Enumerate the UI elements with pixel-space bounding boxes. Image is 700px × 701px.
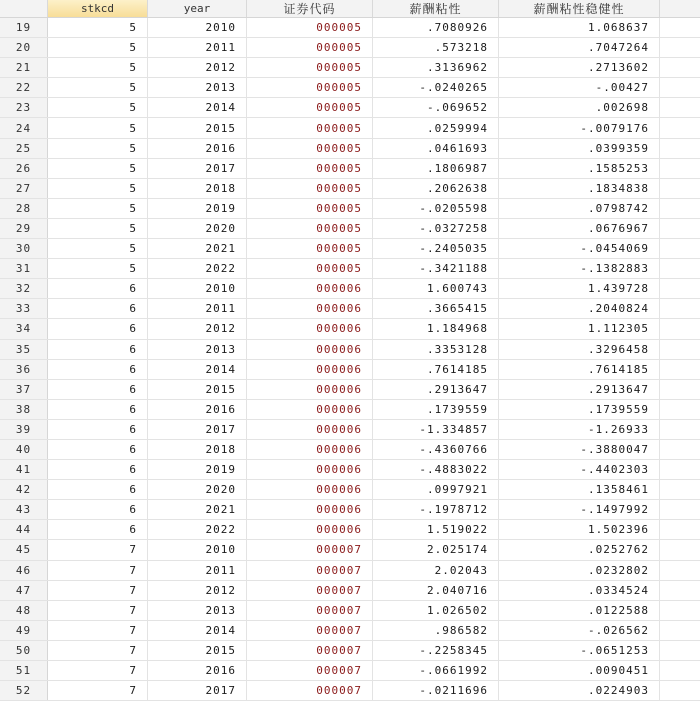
cell-security-code[interactable]: 000005 bbox=[247, 118, 373, 137]
cell-stkcd[interactable]: 6 bbox=[48, 500, 148, 519]
cell-stkcd[interactable]: 5 bbox=[48, 98, 148, 117]
row-number[interactable]: 37 bbox=[0, 380, 48, 399]
cell-security-code[interactable]: 000006 bbox=[247, 520, 373, 539]
cell-security-code[interactable]: 000006 bbox=[247, 440, 373, 459]
cell-pay-stickiness-robust[interactable]: .3296458 bbox=[499, 340, 660, 359]
cell-empty bbox=[660, 681, 700, 700]
cell-empty bbox=[660, 420, 700, 439]
cell-empty bbox=[660, 319, 700, 338]
cell-stkcd[interactable]: 7 bbox=[48, 540, 148, 559]
cell-pay-stickiness-robust[interactable]: -.0651253 bbox=[499, 641, 660, 660]
cell-security-code[interactable]: 000007 bbox=[247, 661, 373, 680]
cell-year[interactable]: 2013 bbox=[148, 601, 247, 620]
table-row[interactable] bbox=[0, 38, 700, 58]
cell-security-code[interactable]: 000007 bbox=[247, 621, 373, 640]
cell-pay-stickiness[interactable]: .986582 bbox=[373, 621, 499, 640]
cell-security-code[interactable]: 000007 bbox=[247, 540, 373, 559]
cell-empty bbox=[660, 380, 700, 399]
cell-pay-stickiness-robust[interactable]: -.0079176 bbox=[499, 118, 660, 137]
column-header-security-code[interactable]: 证券代码 bbox=[247, 0, 373, 17]
cell-pay-stickiness[interactable]: -.2405035 bbox=[373, 239, 499, 258]
cell-empty bbox=[660, 480, 700, 499]
cell-stkcd[interactable]: 7 bbox=[48, 601, 148, 620]
row-number[interactable]: 51 bbox=[0, 661, 48, 680]
cell-pay-stickiness-robust[interactable]: .2040824 bbox=[499, 299, 660, 318]
cell-pay-stickiness-robust[interactable]: .002698 bbox=[499, 98, 660, 117]
row-number[interactable]: 30 bbox=[0, 239, 48, 258]
cell-year[interactable]: 2012 bbox=[148, 319, 247, 338]
row-number[interactable]: 24 bbox=[0, 118, 48, 137]
cell-security-code[interactable]: 000006 bbox=[247, 480, 373, 499]
cell-year[interactable]: 2015 bbox=[148, 118, 247, 137]
cell-stkcd[interactable]: 7 bbox=[48, 641, 148, 660]
cell-pay-stickiness[interactable]: -.3421188 bbox=[373, 259, 499, 278]
cell-empty bbox=[660, 440, 700, 459]
cell-pay-stickiness[interactable]: .0997921 bbox=[373, 480, 499, 499]
cell-pay-stickiness-robust[interactable]: .7047264 bbox=[499, 38, 660, 57]
table-row[interactable] bbox=[0, 159, 700, 179]
table-row[interactable] bbox=[0, 18, 700, 38]
cell-stkcd[interactable]: 6 bbox=[48, 400, 148, 419]
cell-pay-stickiness[interactable]: -.4883022 bbox=[373, 460, 499, 479]
cell-stkcd[interactable]: 6 bbox=[48, 380, 148, 399]
cell-security-code[interactable]: 000005 bbox=[247, 259, 373, 278]
cell-stkcd[interactable]: 6 bbox=[48, 340, 148, 359]
cell-pay-stickiness[interactable]: .0461693 bbox=[373, 139, 499, 158]
cell-year[interactable]: 2014 bbox=[148, 621, 247, 640]
cell-pay-stickiness-robust[interactable]: 1.068637 bbox=[499, 18, 660, 37]
cell-pay-stickiness-robust[interactable]: .2913647 bbox=[499, 380, 660, 399]
table-row[interactable] bbox=[0, 520, 700, 540]
cell-empty bbox=[660, 159, 700, 178]
cell-pay-stickiness[interactable]: .3136962 bbox=[373, 58, 499, 77]
table-row[interactable] bbox=[0, 420, 700, 440]
cell-stkcd[interactable]: 5 bbox=[48, 118, 148, 137]
cell-pay-stickiness[interactable]: .3353128 bbox=[373, 340, 499, 359]
cell-pay-stickiness[interactable]: .2062638 bbox=[373, 179, 499, 198]
row-number[interactable]: 23 bbox=[0, 98, 48, 117]
cell-pay-stickiness-robust[interactable]: .0122588 bbox=[499, 601, 660, 620]
cell-year[interactable]: 2019 bbox=[148, 199, 247, 218]
cell-security-code[interactable]: 000006 bbox=[247, 380, 373, 399]
cell-year[interactable]: 2012 bbox=[148, 581, 247, 600]
cell-stkcd[interactable]: 6 bbox=[48, 420, 148, 439]
cell-pay-stickiness[interactable]: -.2258345 bbox=[373, 641, 499, 660]
table-row[interactable] bbox=[0, 179, 700, 199]
row-number[interactable]: 46 bbox=[0, 561, 48, 580]
cell-security-code[interactable]: 000006 bbox=[247, 400, 373, 419]
cell-empty bbox=[660, 400, 700, 419]
cell-stkcd[interactable]: 5 bbox=[48, 78, 148, 97]
cell-pay-stickiness[interactable]: 1.026502 bbox=[373, 601, 499, 620]
cell-pay-stickiness-robust[interactable]: -.1497992 bbox=[499, 500, 660, 519]
cell-empty bbox=[660, 540, 700, 559]
cell-pay-stickiness[interactable]: -.1978712 bbox=[373, 500, 499, 519]
cell-year[interactable]: 2020 bbox=[148, 480, 247, 499]
cell-stkcd[interactable]: 7 bbox=[48, 681, 148, 700]
cell-stkcd[interactable]: 6 bbox=[48, 440, 148, 459]
cell-pay-stickiness-robust[interactable]: -.3880047 bbox=[499, 440, 660, 459]
cell-security-code[interactable]: 000005 bbox=[247, 78, 373, 97]
cell-stkcd[interactable]: 5 bbox=[48, 159, 148, 178]
row-number[interactable]: 32 bbox=[0, 279, 48, 298]
row-number-header[interactable] bbox=[0, 0, 48, 17]
cell-security-code[interactable]: 000006 bbox=[247, 279, 373, 298]
cell-pay-stickiness-robust[interactable]: .1739559 bbox=[499, 400, 660, 419]
table-row[interactable] bbox=[0, 581, 700, 601]
cell-security-code[interactable]: 000005 bbox=[247, 159, 373, 178]
cell-stkcd[interactable]: 7 bbox=[48, 621, 148, 640]
cell-pay-stickiness[interactable]: .0259994 bbox=[373, 118, 499, 137]
cell-stkcd[interactable]: 5 bbox=[48, 18, 148, 37]
row-number[interactable]: 38 bbox=[0, 400, 48, 419]
cell-stkcd[interactable]: 7 bbox=[48, 661, 148, 680]
cell-empty bbox=[660, 299, 700, 318]
cell-empty bbox=[660, 561, 700, 580]
row-number[interactable]: 31 bbox=[0, 259, 48, 278]
cell-pay-stickiness-robust[interactable]: .0224903 bbox=[499, 681, 660, 700]
cell-security-code[interactable]: 000007 bbox=[247, 681, 373, 700]
table-row[interactable] bbox=[0, 139, 700, 159]
cell-security-code[interactable]: 000005 bbox=[247, 239, 373, 258]
cell-empty bbox=[660, 661, 700, 680]
cell-security-code[interactable]: 000007 bbox=[247, 581, 373, 600]
cell-pay-stickiness-robust[interactable]: .2713602 bbox=[499, 58, 660, 77]
table-row[interactable] bbox=[0, 641, 700, 661]
table-row[interactable] bbox=[0, 299, 700, 319]
cell-year[interactable]: 2016 bbox=[148, 139, 247, 158]
column-header-year[interactable]: year bbox=[148, 0, 247, 17]
cell-pay-stickiness[interactable]: .1806987 bbox=[373, 159, 499, 178]
row-number[interactable]: 29 bbox=[0, 219, 48, 238]
cell-pay-stickiness-robust[interactable]: .1358461 bbox=[499, 480, 660, 499]
table-row[interactable] bbox=[0, 440, 700, 460]
cell-year[interactable]: 2011 bbox=[148, 38, 247, 57]
cell-year[interactable]: 2021 bbox=[148, 239, 247, 258]
cell-pay-stickiness-robust[interactable]: 1.112305 bbox=[499, 319, 660, 338]
cell-year[interactable]: 2011 bbox=[148, 561, 247, 580]
cell-pay-stickiness-robust[interactable]: 1.439728 bbox=[499, 279, 660, 298]
cell-empty bbox=[660, 520, 700, 539]
cell-year[interactable]: 2015 bbox=[148, 380, 247, 399]
cell-security-code[interactable]: 000006 bbox=[247, 460, 373, 479]
cell-year[interactable]: 2017 bbox=[148, 159, 247, 178]
cell-year[interactable]: 2013 bbox=[148, 78, 247, 97]
cell-year[interactable]: 2010 bbox=[148, 279, 247, 298]
row-number[interactable]: 39 bbox=[0, 420, 48, 439]
cell-security-code[interactable]: 000007 bbox=[247, 641, 373, 660]
cell-security-code[interactable]: 000007 bbox=[247, 561, 373, 580]
table-row[interactable] bbox=[0, 199, 700, 219]
row-number[interactable]: 21 bbox=[0, 58, 48, 77]
cell-empty bbox=[660, 581, 700, 600]
cell-pay-stickiness-robust[interactable]: .0676967 bbox=[499, 219, 660, 238]
cell-pay-stickiness[interactable]: -.0205598 bbox=[373, 199, 499, 218]
cell-stkcd[interactable]: 6 bbox=[48, 460, 148, 479]
cell-year[interactable]: 2010 bbox=[148, 540, 247, 559]
cell-empty bbox=[660, 219, 700, 238]
cell-pay-stickiness[interactable]: -.0327258 bbox=[373, 219, 499, 238]
table-row[interactable] bbox=[0, 319, 700, 339]
column-header-pay-stickiness[interactable]: 薪酬粘性 bbox=[373, 0, 499, 17]
cell-empty bbox=[660, 500, 700, 519]
table-row[interactable] bbox=[0, 500, 700, 520]
cell-pay-stickiness-robust[interactable]: -.4402303 bbox=[499, 460, 660, 479]
cell-year[interactable]: 2016 bbox=[148, 400, 247, 419]
cell-pay-stickiness[interactable]: -.0661992 bbox=[373, 661, 499, 680]
row-number[interactable]: 19 bbox=[0, 18, 48, 37]
cell-year[interactable]: 2020 bbox=[148, 219, 247, 238]
cell-stkcd[interactable]: 6 bbox=[48, 520, 148, 539]
cell-pay-stickiness[interactable]: 2.040716 bbox=[373, 581, 499, 600]
cell-empty bbox=[660, 98, 700, 117]
cell-pay-stickiness-robust[interactable]: .0798742 bbox=[499, 199, 660, 218]
cell-stkcd[interactable]: 5 bbox=[48, 179, 148, 198]
row-number[interactable]: 47 bbox=[0, 581, 48, 600]
row-number[interactable]: 44 bbox=[0, 520, 48, 539]
cell-empty bbox=[660, 38, 700, 57]
cell-empty bbox=[660, 259, 700, 278]
cell-stkcd[interactable]: 7 bbox=[48, 561, 148, 580]
table-row[interactable] bbox=[0, 219, 700, 239]
cell-pay-stickiness[interactable]: -.0240265 bbox=[373, 78, 499, 97]
cell-empty bbox=[660, 139, 700, 158]
cell-pay-stickiness[interactable]: -.4360766 bbox=[373, 440, 499, 459]
cell-security-code[interactable]: 000006 bbox=[247, 299, 373, 318]
cell-year[interactable]: 2022 bbox=[148, 259, 247, 278]
cell-security-code[interactable]: 000005 bbox=[247, 98, 373, 117]
cell-empty bbox=[660, 601, 700, 620]
cell-year[interactable]: 2010 bbox=[148, 18, 247, 37]
table-row[interactable] bbox=[0, 400, 700, 420]
cell-stkcd[interactable]: 6 bbox=[48, 480, 148, 499]
cell-pay-stickiness-robust[interactable]: .1834838 bbox=[499, 179, 660, 198]
cell-pay-stickiness[interactable]: 2.02043 bbox=[373, 561, 499, 580]
cell-stkcd[interactable]: 6 bbox=[48, 279, 148, 298]
table-row[interactable] bbox=[0, 561, 700, 581]
cell-year[interactable]: 2014 bbox=[148, 360, 247, 379]
row-number[interactable]: 49 bbox=[0, 621, 48, 640]
cell-stkcd[interactable]: 5 bbox=[48, 58, 148, 77]
cell-stkcd[interactable]: 5 bbox=[48, 239, 148, 258]
cell-year[interactable]: 2017 bbox=[148, 420, 247, 439]
cell-pay-stickiness[interactable]: -.0211696 bbox=[373, 681, 499, 700]
cell-security-code[interactable]: 000007 bbox=[247, 601, 373, 620]
table-row[interactable] bbox=[0, 78, 700, 98]
table-row[interactable] bbox=[0, 380, 700, 400]
cell-year[interactable]: 2016 bbox=[148, 661, 247, 680]
row-number[interactable]: 50 bbox=[0, 641, 48, 660]
table-body bbox=[0, 18, 700, 701]
cell-year[interactable]: 2013 bbox=[148, 340, 247, 359]
row-number[interactable]: 36 bbox=[0, 360, 48, 379]
cell-year[interactable]: 2019 bbox=[148, 460, 247, 479]
cell-security-code[interactable]: 000005 bbox=[247, 58, 373, 77]
table-row[interactable] bbox=[0, 681, 700, 701]
column-header-pay-stickiness-robust[interactable]: 薪酬粘性稳健性 bbox=[499, 0, 660, 17]
table-row[interactable] bbox=[0, 540, 700, 560]
cell-empty bbox=[660, 460, 700, 479]
cell-empty bbox=[660, 279, 700, 298]
table-row[interactable] bbox=[0, 98, 700, 118]
cell-stkcd[interactable]: 7 bbox=[48, 581, 148, 600]
cell-pay-stickiness[interactable]: .3665415 bbox=[373, 299, 499, 318]
cell-pay-stickiness-robust[interactable]: .7614185 bbox=[499, 360, 660, 379]
table-row[interactable] bbox=[0, 279, 700, 299]
cell-year[interactable]: 2018 bbox=[148, 440, 247, 459]
cell-pay-stickiness-robust[interactable]: -.00427 bbox=[499, 78, 660, 97]
cell-empty bbox=[660, 641, 700, 660]
cell-security-code[interactable]: 000006 bbox=[247, 500, 373, 519]
table-row[interactable] bbox=[0, 621, 700, 641]
cell-security-code[interactable]: 000005 bbox=[247, 219, 373, 238]
cell-empty bbox=[660, 199, 700, 218]
cell-empty bbox=[660, 118, 700, 137]
cell-pay-stickiness[interactable]: .7080926 bbox=[373, 18, 499, 37]
row-number[interactable]: 41 bbox=[0, 460, 48, 479]
cell-empty bbox=[660, 78, 700, 97]
cell-year[interactable]: 2018 bbox=[148, 179, 247, 198]
row-number[interactable]: 28 bbox=[0, 199, 48, 218]
column-header-row bbox=[0, 0, 700, 18]
table-row[interactable] bbox=[0, 259, 700, 279]
cell-security-code[interactable]: 000005 bbox=[247, 199, 373, 218]
cell-stkcd[interactable]: 6 bbox=[48, 299, 148, 318]
column-header-empty bbox=[660, 0, 700, 17]
table-row[interactable] bbox=[0, 480, 700, 500]
table-row[interactable] bbox=[0, 661, 700, 681]
cell-pay-stickiness-robust[interactable]: -.0454069 bbox=[499, 239, 660, 258]
table-row[interactable] bbox=[0, 340, 700, 360]
cell-pay-stickiness[interactable]: .7614185 bbox=[373, 360, 499, 379]
row-number[interactable]: 42 bbox=[0, 480, 48, 499]
cell-pay-stickiness[interactable]: .2913647 bbox=[373, 380, 499, 399]
cell-pay-stickiness-robust[interactable]: .0399359 bbox=[499, 139, 660, 158]
cell-pay-stickiness-robust[interactable]: .0334524 bbox=[499, 581, 660, 600]
cell-pay-stickiness[interactable]: 2.025174 bbox=[373, 540, 499, 559]
cell-empty bbox=[660, 58, 700, 77]
cell-empty bbox=[660, 360, 700, 379]
cell-year[interactable]: 2014 bbox=[148, 98, 247, 117]
row-number[interactable]: 33 bbox=[0, 299, 48, 318]
row-number[interactable]: 20 bbox=[0, 38, 48, 57]
cell-pay-stickiness[interactable]: .573218 bbox=[373, 38, 499, 57]
cell-stkcd[interactable]: 5 bbox=[48, 139, 148, 158]
row-number[interactable]: 27 bbox=[0, 179, 48, 198]
cell-stkcd[interactable]: 6 bbox=[48, 319, 148, 338]
cell-year[interactable]: 2011 bbox=[148, 299, 247, 318]
cell-stkcd[interactable]: 5 bbox=[48, 38, 148, 57]
cell-empty bbox=[660, 621, 700, 640]
cell-pay-stickiness[interactable]: 1.600743 bbox=[373, 279, 499, 298]
row-number[interactable]: 34 bbox=[0, 319, 48, 338]
cell-security-code[interactable]: 000005 bbox=[247, 179, 373, 198]
cell-year[interactable]: 2017 bbox=[148, 681, 247, 700]
row-number[interactable]: 52 bbox=[0, 681, 48, 700]
row-number[interactable]: 43 bbox=[0, 500, 48, 519]
column-header-stkcd[interactable]: stkcd bbox=[48, 0, 148, 17]
cell-security-code[interactable]: 000006 bbox=[247, 420, 373, 439]
cell-year[interactable]: 2022 bbox=[148, 520, 247, 539]
cell-security-code[interactable]: 000006 bbox=[247, 319, 373, 338]
table-row[interactable] bbox=[0, 360, 700, 380]
row-number[interactable]: 48 bbox=[0, 601, 48, 620]
cell-stkcd[interactable]: 5 bbox=[48, 259, 148, 278]
cell-pay-stickiness-robust[interactable]: -.1382883 bbox=[499, 259, 660, 278]
cell-pay-stickiness-robust[interactable]: .0252762 bbox=[499, 540, 660, 559]
row-number[interactable]: 22 bbox=[0, 78, 48, 97]
row-number[interactable]: 25 bbox=[0, 139, 48, 158]
cell-security-code[interactable]: 000005 bbox=[247, 38, 373, 57]
row-number[interactable]: 45 bbox=[0, 540, 48, 559]
row-number[interactable]: 40 bbox=[0, 440, 48, 459]
row-number[interactable]: 26 bbox=[0, 159, 48, 178]
row-number[interactable]: 35 bbox=[0, 340, 48, 359]
cell-pay-stickiness[interactable]: 1.519022 bbox=[373, 520, 499, 539]
cell-pay-stickiness-robust[interactable]: 1.502396 bbox=[499, 520, 660, 539]
cell-stkcd[interactable]: 5 bbox=[48, 219, 148, 238]
cell-pay-stickiness[interactable]: .1739559 bbox=[373, 400, 499, 419]
cell-pay-stickiness[interactable]: -1.334857 bbox=[373, 420, 499, 439]
cell-stkcd[interactable]: 6 bbox=[48, 360, 148, 379]
cell-pay-stickiness[interactable]: -.069652 bbox=[373, 98, 499, 117]
table-row[interactable] bbox=[0, 58, 700, 78]
cell-year[interactable]: 2012 bbox=[148, 58, 247, 77]
cell-security-code[interactable]: 000005 bbox=[247, 18, 373, 37]
table-row[interactable] bbox=[0, 118, 700, 138]
cell-pay-stickiness-robust[interactable]: .0090451 bbox=[499, 661, 660, 680]
cell-security-code[interactable]: 000006 bbox=[247, 340, 373, 359]
cell-empty bbox=[660, 340, 700, 359]
table-row[interactable] bbox=[0, 601, 700, 621]
cell-pay-stickiness-robust[interactable]: .0232802 bbox=[499, 561, 660, 580]
cell-year[interactable]: 2021 bbox=[148, 500, 247, 519]
table-row[interactable] bbox=[0, 239, 700, 259]
cell-year[interactable]: 2015 bbox=[148, 641, 247, 660]
table-row[interactable] bbox=[0, 460, 700, 480]
cell-security-code[interactable]: 000005 bbox=[247, 139, 373, 158]
cell-pay-stickiness-robust[interactable]: -.026562 bbox=[499, 621, 660, 640]
cell-empty bbox=[660, 239, 700, 258]
cell-pay-stickiness[interactable]: 1.184968 bbox=[373, 319, 499, 338]
cell-pay-stickiness-robust[interactable]: -1.26933 bbox=[499, 420, 660, 439]
cell-security-code[interactable]: 000006 bbox=[247, 360, 373, 379]
cell-pay-stickiness-robust[interactable]: .1585253 bbox=[499, 159, 660, 178]
cell-empty bbox=[660, 18, 700, 37]
cell-stkcd[interactable]: 5 bbox=[48, 199, 148, 218]
cell-empty bbox=[660, 179, 700, 198]
